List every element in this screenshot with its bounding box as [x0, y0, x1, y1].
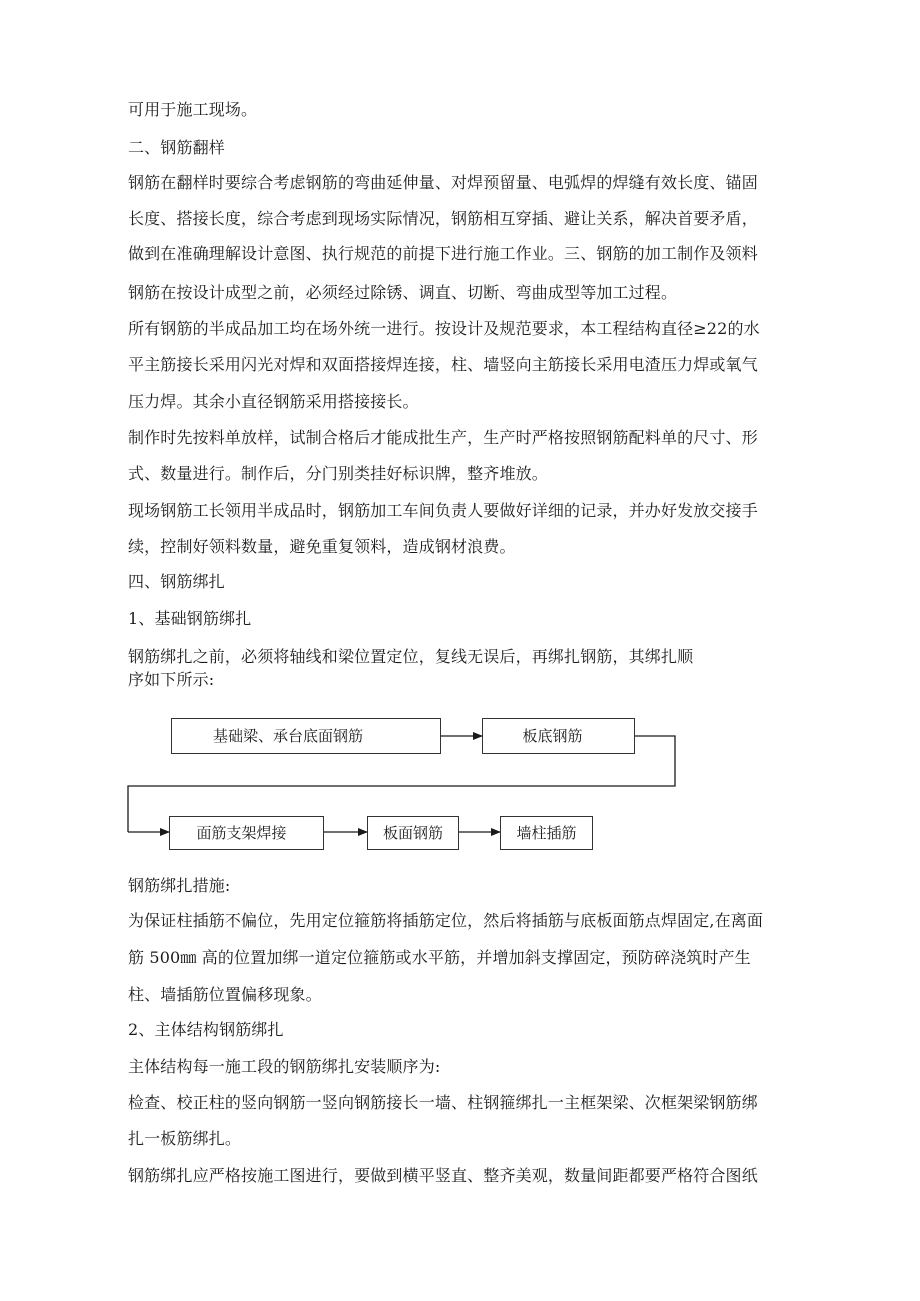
- flow-step-box: [171, 718, 441, 754]
- paragraph-line: 柱、墙插筋位置偏移现象。: [128, 985, 322, 1004]
- subsection-heading: 1、基础钢筋绑扎: [128, 609, 252, 628]
- flow-step-box: [500, 816, 593, 850]
- section-heading: 四、钢筋绑扎: [128, 572, 225, 591]
- flow-step-label: 墙柱插筋: [516, 824, 577, 842]
- paragraph-line: 做到在准确理解设计意图、执行规范的前提下进行施工作业。三、钢筋的加工制作及领料: [128, 244, 758, 263]
- paragraph-line: 钢筋绑扎措施:: [128, 876, 231, 895]
- paragraph-line: 为保证柱插筋不偏位，先用定位箍筋将插筋定位，然后将插筋与底板面筋点焊固定,在离面: [128, 911, 764, 930]
- paragraph-line: 平主筋接长采用闪光对焊和双面搭接焊连接，柱、墙竖向主筋接长采用电渣压力焊或氧气: [128, 355, 758, 374]
- paragraph-line: 钢筋在翻样时要综合考虑钢筋的弯曲延伸量、对焊预留量、电弧焊的焊缝有效长度、锚固: [128, 173, 758, 192]
- flow-step-label: 板面钢筋: [382, 824, 443, 842]
- paragraph-line: 序如下所示:: [128, 670, 215, 689]
- paragraph-line: 扎一板筋绑扎。: [128, 1129, 242, 1148]
- paragraph-line: 主体结构每一施工段的钢筋绑扎安装顺序为:: [128, 1057, 441, 1076]
- paragraph-line: 钢筋绑扎应严格按施工图进行，要做到横平竖直、整齐美观，数量间距都要严格符合图纸: [128, 1166, 758, 1185]
- paragraph-line: 现场钢筋工长领用半成品时，钢筋加工车间负责人要做好详细的记录，并办好发放交接手: [128, 501, 758, 520]
- paragraph-line: 所有钢筋的半成品加工均在场外统一进行。按设计及规范要求，本工程结构直径≥22的水: [128, 319, 760, 338]
- paragraph-line: 制作时先按料单放样，试制合格后才能成批生产，生产时严格按照钢筋配料单的尺寸、形: [128, 428, 758, 447]
- paragraph-line: 长度、搭接长度，综合考虑到现场实际情况，钢筋相互穿插、避让关系，解决首要矛盾，: [128, 209, 758, 228]
- paragraph-line: 式、数量进行。制作后，分门别类挂好标识牌，整齐堆放。: [128, 464, 548, 483]
- flow-step-label: 板底钢筋: [522, 727, 583, 745]
- paragraph-line: 续，控制好领料数量，避免重复领料，造成钢材浪费。: [128, 537, 516, 556]
- paragraph-line: 可用于施工现场。: [128, 100, 258, 119]
- flow-step-label: 面筋支架焊接: [196, 824, 287, 842]
- paragraph-line: 压力焊。其余小直径钢筋采用搭接接长。: [128, 392, 419, 411]
- paragraph-line: 钢筋在按设计成型之前，必须经过除锈、调直、切断、弯曲成型等加工过程。: [128, 283, 678, 302]
- subsection-heading: 2、主体结构钢筋绑扎: [128, 1020, 284, 1039]
- flow-step-box: [482, 718, 635, 754]
- section-heading: 二、钢筋翻样: [128, 138, 225, 157]
- flow-step-label: 基础梁、承台底面钢筋: [212, 727, 363, 745]
- paragraph-line: 钢筋绑扎之前，必须将轴线和梁位置定位，复线无误后，再绑扎钢筋，其绑扎顺: [128, 647, 694, 666]
- flow-step-box: [169, 816, 324, 850]
- flow-step-box: [367, 816, 459, 850]
- paragraph-line: 筋 500㎜ 高的位置加绑一道定位箍筋或水平筋，并增加斜支撑固定，预防碎浇筑时产生: [128, 948, 751, 967]
- paragraph-line: 检查、校正柱的竖向钢筋一竖向钢筋接长一墙、柱钢箍绑扎一主框架梁、次框架梁钢筋绑: [128, 1093, 758, 1112]
